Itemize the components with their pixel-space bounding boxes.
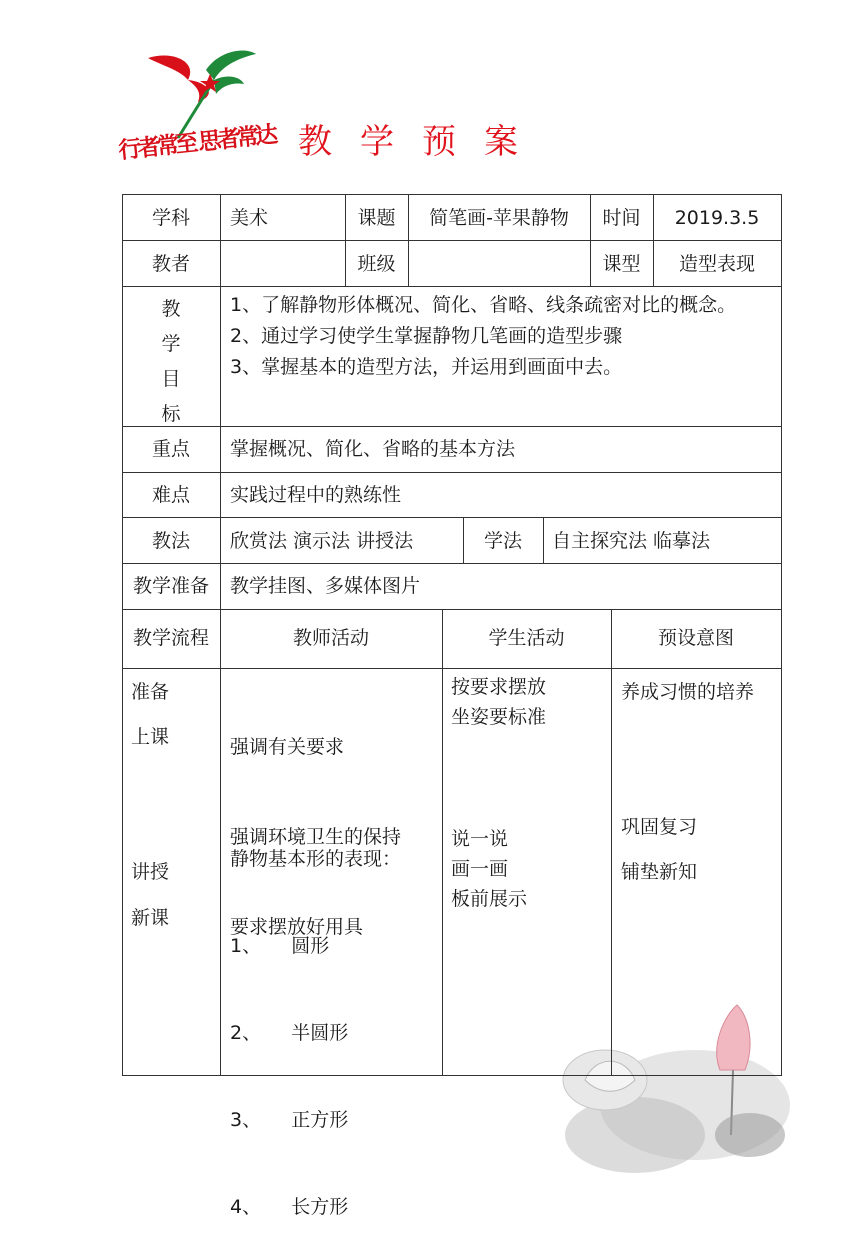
logo-text: 行者常至 思者常达 [117, 121, 276, 165]
subject-value: 美术 [230, 207, 269, 229]
objectives-label: 教 学 目 标 [161, 298, 181, 425]
teacher-line: 强调有关要求 [230, 736, 345, 758]
stage-label: 新课 [131, 907, 170, 929]
subject-label: 学科 [151, 207, 190, 229]
intent-item: 养成习惯的培养 [621, 681, 755, 703]
teaching-method-value: 欣赏法 演示法 讲授法 [230, 530, 414, 552]
objectives-list [230, 290, 778, 383]
difficulty-value: 实践过程中的熟练性 [230, 484, 402, 506]
objective-item: 1、了解静物形体概况、简化、省略、线条疏密对比的概念。 [230, 294, 737, 316]
student-line: 坐姿要标准 [451, 706, 547, 728]
student-activity-prep [451, 672, 609, 732]
teacher-line: 强调环境卫生的保持 [230, 826, 402, 848]
learning-method-label: 学法 [483, 530, 522, 552]
teacher-line: 1、 圆形 [230, 935, 330, 957]
page-title: 教学预案 [298, 122, 546, 162]
preparation-value: 教学挂图、多媒体图片 [230, 575, 421, 597]
topic-value: 简笔画-苹果静物 [429, 207, 569, 229]
learning-method-value: 自主探究法 临摹法 [552, 530, 711, 552]
teacher-line: 静物基本形的表现： [230, 848, 402, 870]
student-line: 按要求摆放 [451, 676, 547, 698]
preparation-label: 教学准备 [132, 575, 209, 597]
teacher-line: 3、 正方形 [230, 1109, 349, 1131]
intent-item: 巩固复习 [621, 816, 698, 838]
process-header-intent: 预设意图 [657, 627, 734, 649]
key-point-value: 掌握概况、简化、省略的基本方法 [230, 438, 516, 460]
time-value: 2019.3.5 [674, 207, 760, 229]
process-header-student: 学生活动 [488, 627, 565, 649]
process-header-teacher: 教师活动 [292, 627, 369, 649]
student-activity-practice [451, 824, 609, 914]
intent-item: 铺垫新知 [621, 861, 698, 883]
student-line: 画一画 [451, 858, 509, 880]
teacher-line: 要求摆放好用具 [230, 916, 364, 938]
school-logo [118, 40, 278, 170]
objective-item: 2、通过学习使学生掌握静物几笔画的造型步骤 [230, 325, 623, 347]
teacher-label: 教者 [151, 253, 190, 275]
teacher-line: 4、 长方形 [230, 1196, 349, 1218]
time-label: 时间 [602, 207, 641, 229]
student-line: 说一说 [451, 828, 509, 850]
student-line: 板前展示 [451, 888, 528, 910]
objective-item: 3、掌握基本的造型方法，并运用到画面中去。 [230, 356, 623, 378]
stage-label: 准备 [131, 681, 170, 703]
type-label: 课型 [602, 253, 641, 275]
teacher-line: 2、 半圆形 [230, 1022, 349, 1044]
key-point-label: 重点 [151, 438, 190, 460]
teacher-activity-shapes [230, 787, 440, 1251]
teaching-method-label: 教法 [151, 530, 190, 552]
type-value: 造型表现 [678, 253, 755, 275]
stage-label: 上课 [131, 726, 170, 748]
stage-label: 讲授 [131, 861, 170, 883]
difficulty-label: 难点 [151, 484, 190, 506]
process-header-flow: 教学流程 [132, 627, 209, 649]
lotus-decoration-icon [545, 985, 790, 1175]
topic-label: 课题 [357, 207, 396, 229]
class-label: 班级 [357, 253, 396, 275]
